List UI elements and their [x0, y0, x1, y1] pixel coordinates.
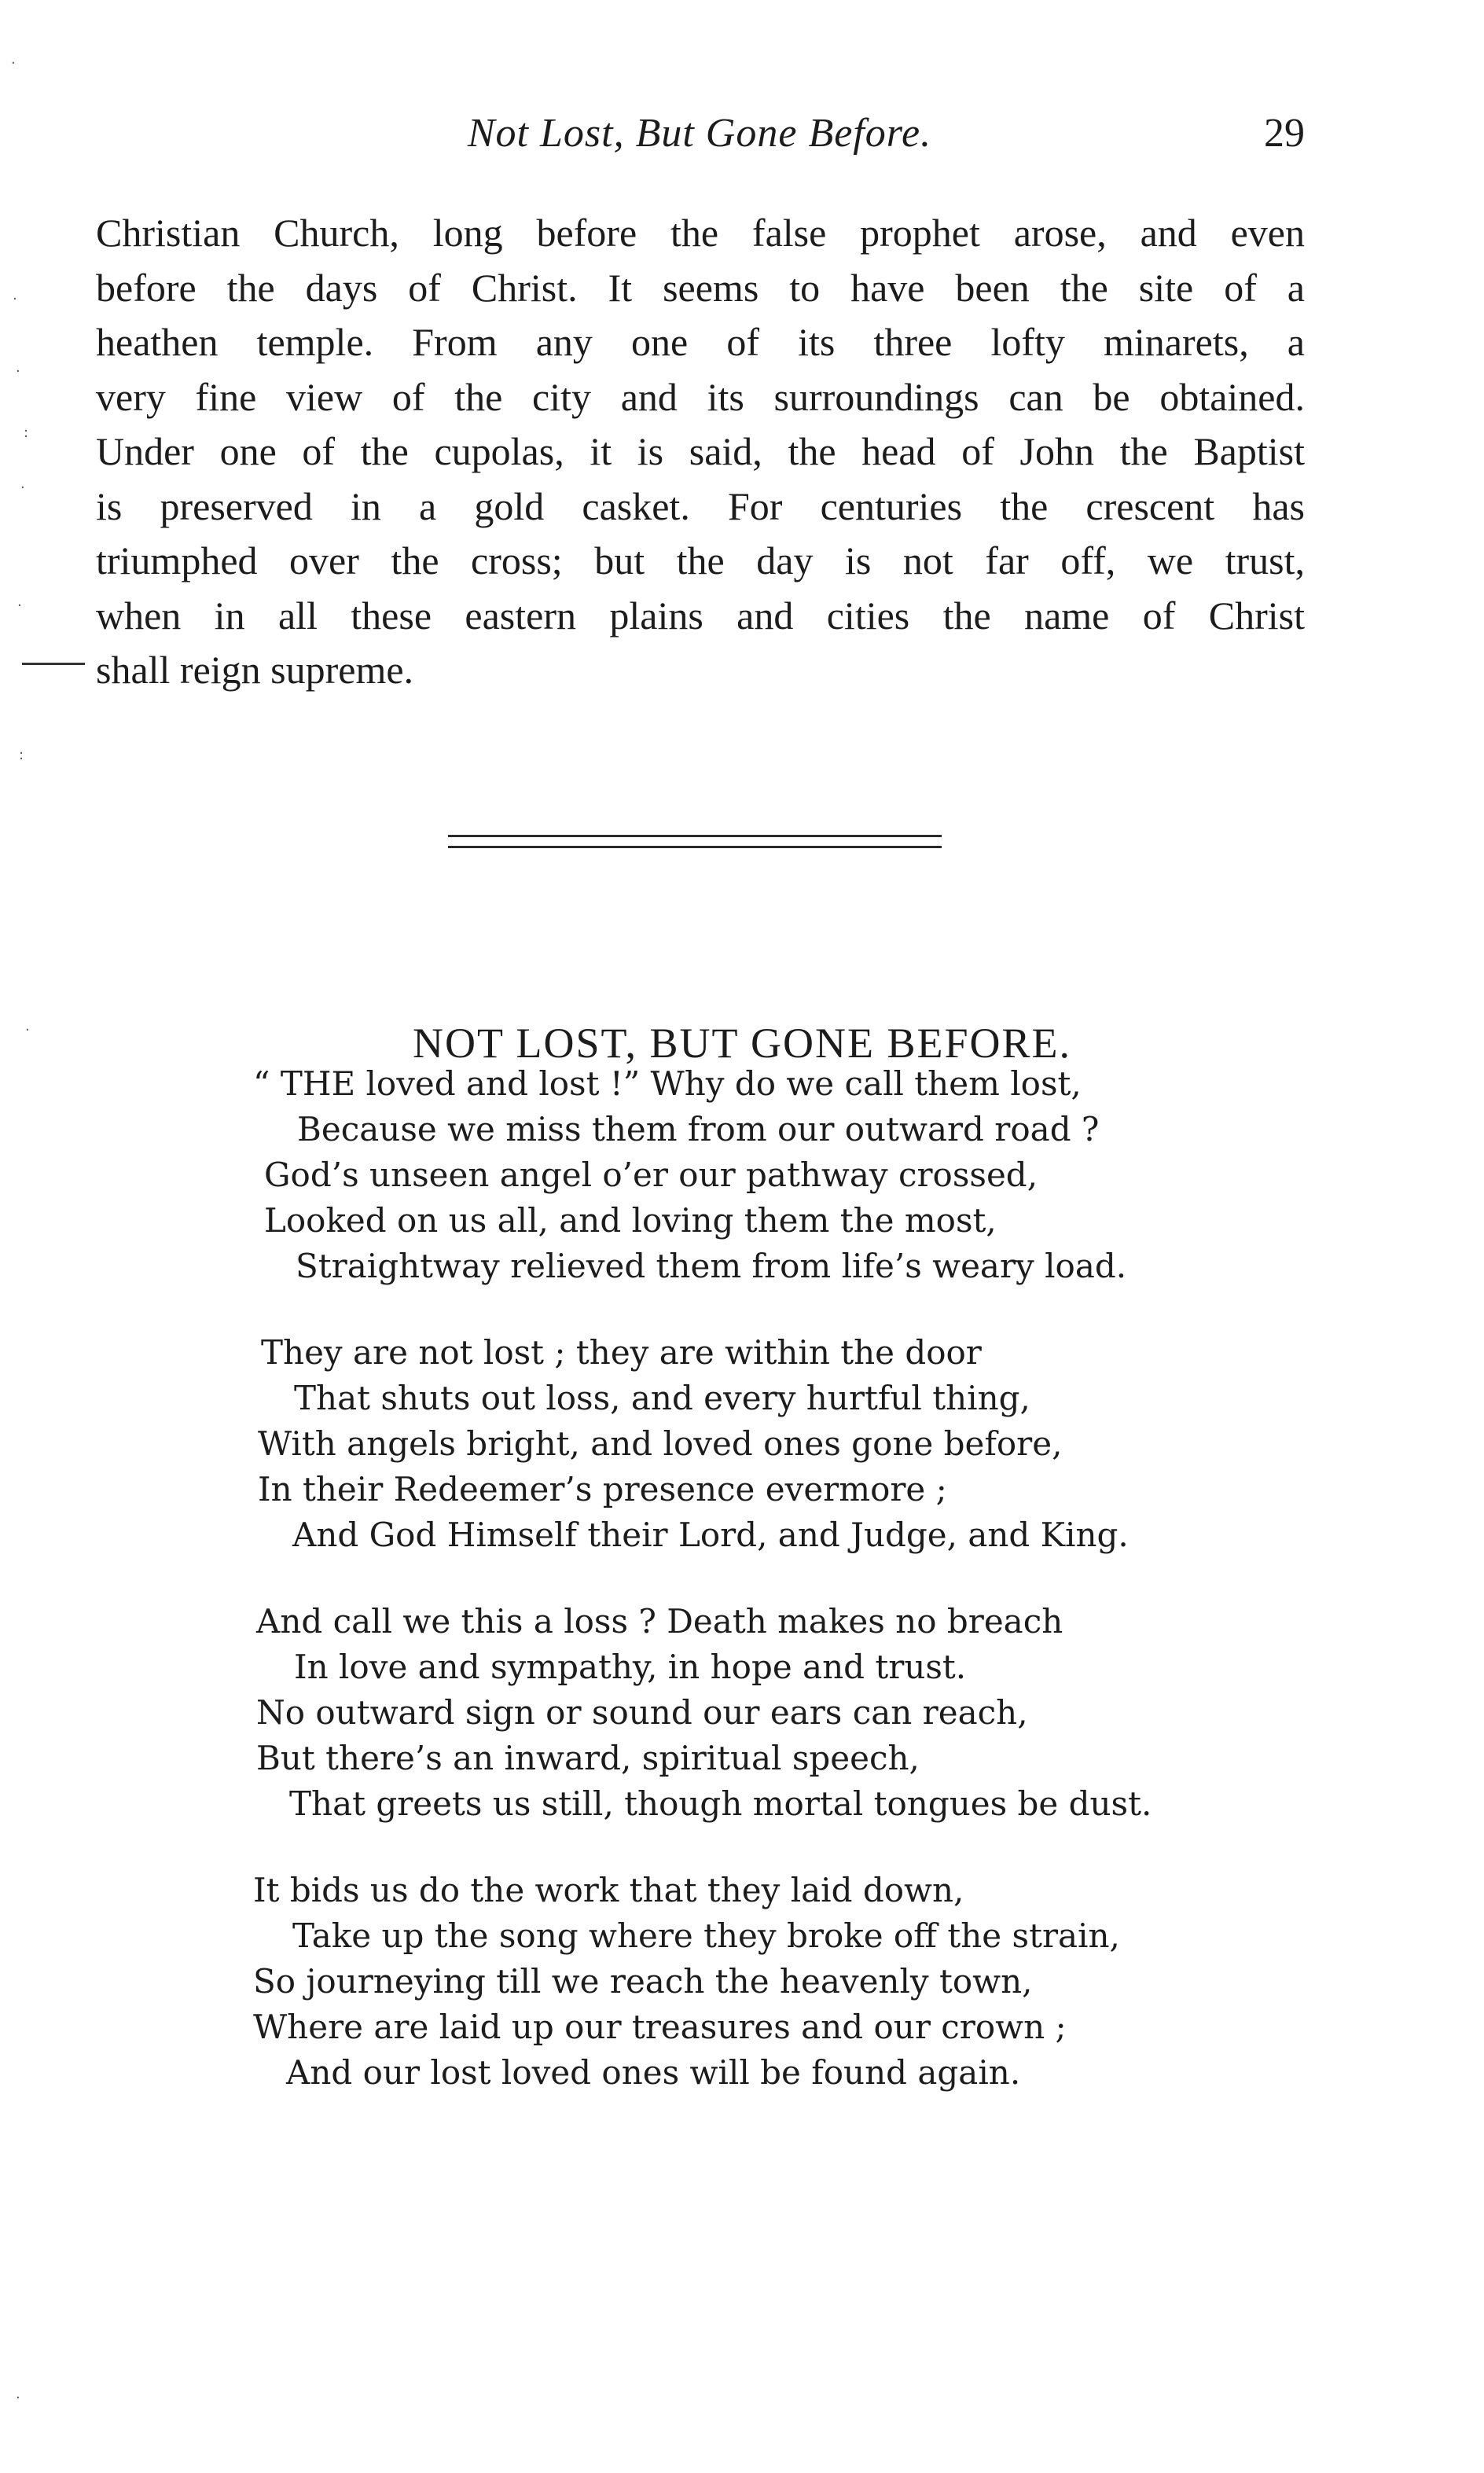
margin-speck: ·: [11, 55, 16, 72]
prose-line: very fine view of the city and its surroundings can be obtained.: [96, 374, 1305, 419]
poem-line: And call we this a loss ? Death makes no breach: [256, 1602, 1063, 1641]
margin-dash-mark: [22, 663, 85, 665]
margin-speck: ·: [16, 2390, 20, 2406]
margin-speck: :: [19, 747, 24, 763]
poem: [253, 1061, 1196, 2137]
prose-line: before the days of Christ. It seems to have been the site of a: [96, 265, 1305, 310]
poem-line: So journeying till we reach the heavenly town,: [253, 1962, 1033, 2001]
margin-speck: ·: [20, 480, 25, 496]
running-head: [94, 110, 1305, 165]
poem-line: Where are laid up our treasures and our crown ;: [253, 2008, 1067, 2046]
prose-paragraph: [96, 206, 1305, 698]
margin-speck: ·: [17, 597, 22, 614]
poem-title: NOT LOST, BUT GONE BEFORE.: [412, 1020, 1072, 1067]
poem-line: Looked on us all, and loving them the most,: [264, 1201, 997, 1240]
poem-line: In love and sympathy, in hope and trust.: [294, 1648, 967, 1686]
poem-line: They are not lost ; they are within the door: [261, 1333, 982, 1372]
margin-speck: ·: [25, 1022, 30, 1038]
poem-line: And God Himself their Lord, and Judge, and King.: [292, 1516, 1129, 1554]
poem-line: “ THE loved and lost !” Why do we call them lost,: [253, 1064, 1082, 1103]
poem-line: And our lost loved ones will be found again.: [286, 2053, 1021, 2092]
poem-stanza-3: [253, 1599, 1196, 1827]
poem-line: With angels bright, and loved ones gone before,: [258, 1424, 1063, 1463]
poem-line: No outward sign or sound our ears can reach,: [256, 1693, 1028, 1732]
margin-speck: ·: [16, 363, 20, 380]
poem-line: That shuts out loss, and every hurtful thing,: [294, 1379, 1030, 1417]
poem-stanza-4: [253, 1868, 1196, 2096]
prose-line: Under one of the cupolas, it is said, the head of John the Baptist: [96, 429, 1305, 473]
poem-line: Because we miss them from our outward road ?: [297, 1110, 1100, 1148]
poem-line: But there’s an inward, spiritual speech,: [256, 1739, 920, 1777]
margin-speck: :: [24, 424, 29, 441]
poem-line: God’s unseen angel o’er our pathway crossed,: [264, 1156, 1038, 1194]
poem-line: It bids us do the work that they laid down,: [253, 1871, 964, 1909]
prose-line: triumphed over the cross; but the day is not far off, we trust,: [96, 538, 1305, 582]
divider-rule-bottom: [448, 846, 942, 848]
prose-line: is preserved in a gold casket. For centuries the crescent has: [96, 483, 1305, 528]
running-title: Not Lost, But Gone Before.: [467, 111, 932, 156]
prose-line: Christian Church, long before the false prophet arose, and even: [96, 211, 1305, 255]
page-number: 29: [1264, 111, 1305, 156]
prose-line: when in all these eastern plains and cities the name of Christ: [96, 593, 1305, 638]
poem-line: Take up the song where they broke off the strain,: [292, 1916, 1120, 1955]
poem-stanza-1: [253, 1061, 1196, 1289]
section-divider: [448, 835, 942, 852]
prose-line: shall reign supreme.: [96, 648, 414, 692]
prose-line: heathen temple. From any one of its three lofty minarets, a: [96, 320, 1305, 364]
margin-speck: ·: [13, 291, 17, 307]
divider-rule-top: [448, 835, 942, 837]
poem-line: That greets us still, though mortal tongues be dust.: [289, 1784, 1152, 1823]
poem-stanza-2: [253, 1330, 1196, 1558]
poem-line: In their Redeemer’s presence evermore ;: [258, 1470, 947, 1508]
poem-line: Straightway relieved them from life’s weary load.: [296, 1247, 1127, 1285]
